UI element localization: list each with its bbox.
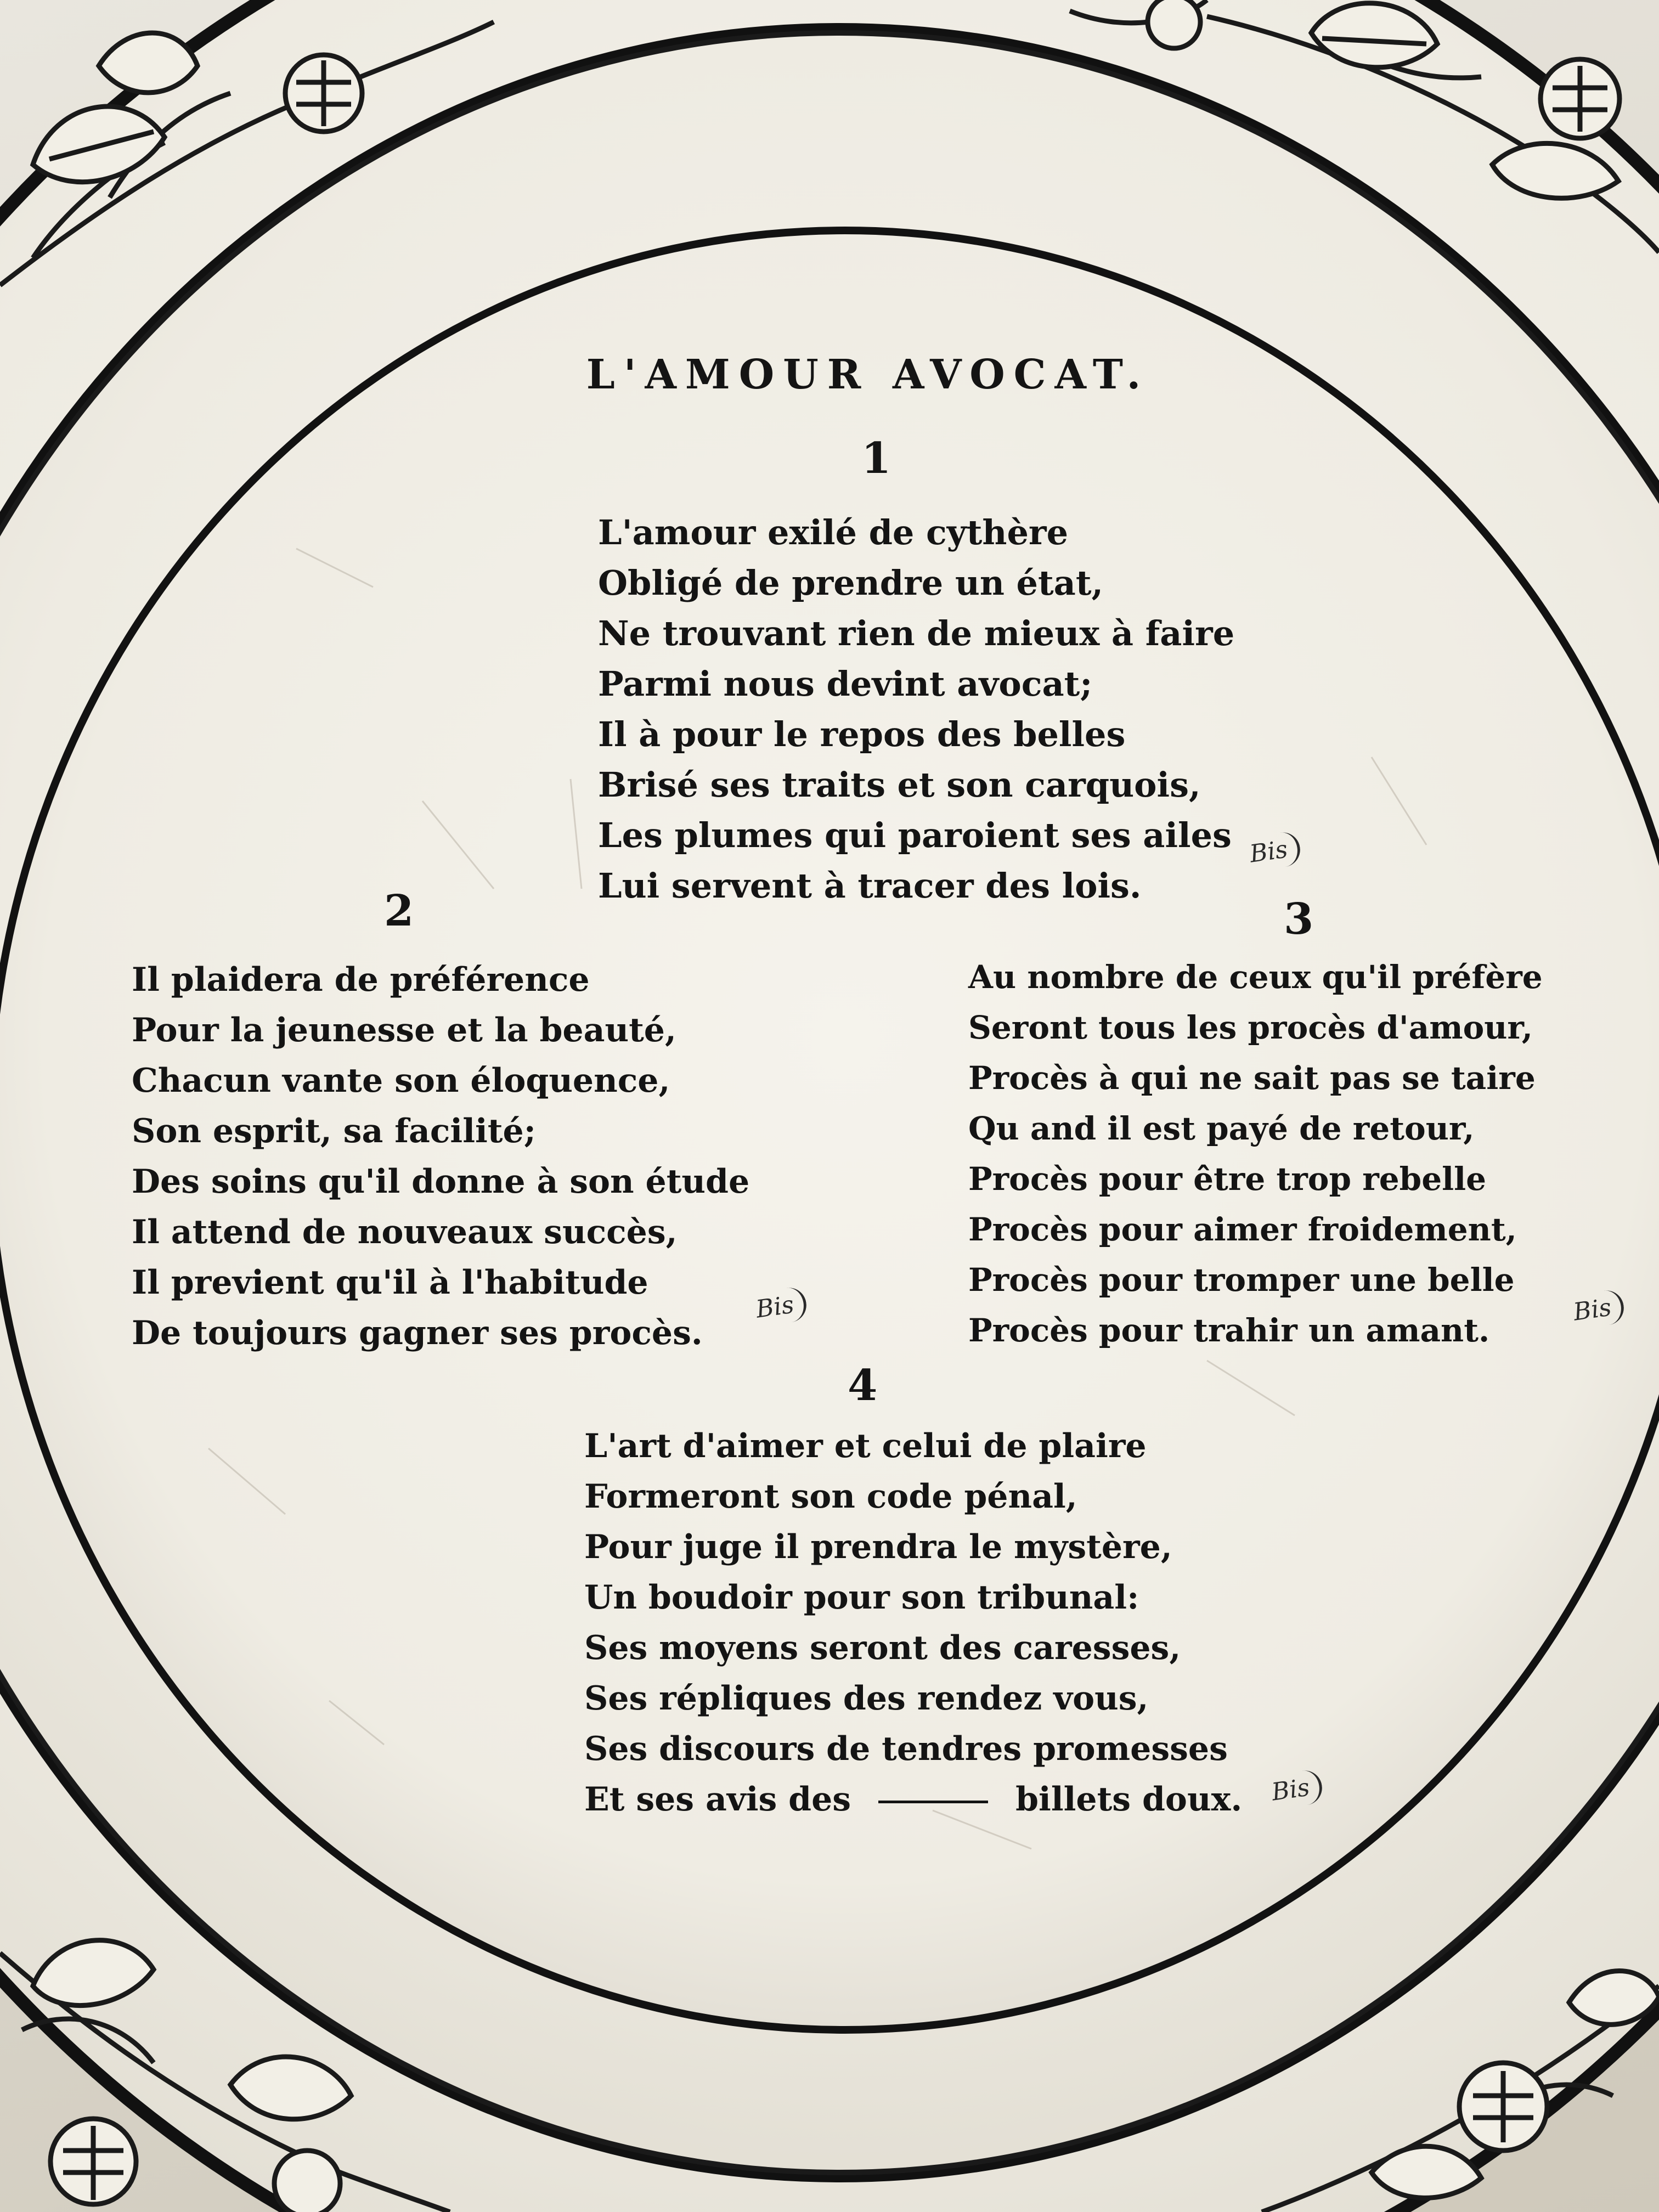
stanza-line: Son esprit, sa facilité; [132, 1112, 536, 1150]
stanza-line: Des soins qu'il donne à son étude [132, 1163, 750, 1201]
stanza-line: Parmi nous devint avocat; [598, 664, 1093, 704]
stanza-3-number: 3 [1284, 894, 1314, 944]
stanza-2-number: 2 [384, 886, 414, 936]
stanza-line: Procès pour aimer froidement, [968, 1211, 1517, 1248]
stanza-line: Ses répliques des rendez vous, [584, 1679, 1149, 1718]
stanza-line: Lui servent à tracer des lois. [598, 866, 1142, 906]
stanza-4-number: 4 [848, 1361, 878, 1410]
bis-mark: Bis [1265, 1768, 1324, 1810]
stanza-line: Procès pour être trop rebelle [968, 1160, 1487, 1198]
plate-title: L'AMOUR AVOCAT. [586, 351, 1150, 398]
stanza-line: Ses discours de tendres promesses [584, 1730, 1228, 1768]
stanza-1 [598, 507, 1234, 911]
stanza-line: Seront tous les procès d'amour, [968, 1009, 1533, 1046]
bis-mark: Bis [1567, 1288, 1626, 1330]
stanza-2 [132, 955, 749, 1358]
stanza-line: Chacun vante son éloquence, [132, 1062, 670, 1100]
stanza-line: Il plaidera de préférence [132, 961, 590, 999]
stanza-line: Pour juge il prendra le mystère, [584, 1528, 1172, 1566]
stanza-line: Procès pour trahir un amant. [968, 1312, 1490, 1349]
bis-mark: Bis [1243, 830, 1302, 872]
stanza-line: Il attend de nouveaux succès, [132, 1213, 678, 1251]
stanza-line: Formeront son code pénal, [584, 1477, 1077, 1516]
stanza-line-start: Et ses avis des [584, 1780, 851, 1819]
stanza-line: L'art d'aimer et celui de plaire [584, 1427, 1147, 1465]
stanza-4 [584, 1421, 1242, 1825]
stanza-line: Qu and il est payé de retour, [968, 1110, 1475, 1147]
stanza-line-with-dash [584, 1774, 1242, 1825]
stanza-line: Pour la jeunesse et la beauté, [132, 1011, 676, 1049]
stanza-3 [968, 952, 1543, 1356]
stanza-line: Brisé ses traits et son carquois, [598, 765, 1201, 805]
stanza-line: Un boudoir pour son tribunal: [584, 1578, 1139, 1617]
stanza-line: Il à pour le repos des belles [598, 714, 1126, 754]
stanza-line: Procès à qui ne sait pas se taire [968, 1059, 1536, 1097]
stanza-line: Obligé de prendre un état, [598, 563, 1104, 603]
stanza-line: L'amour exilé de cythère [598, 512, 1069, 552]
stanza-line: Il previent qu'il à l'habitude [132, 1263, 648, 1302]
stanza-line-end: billets doux. [1015, 1780, 1243, 1819]
stanza-line: Les plumes qui paroient ses ailes [598, 815, 1232, 855]
stanza-line: Ses moyens seront des caresses, [584, 1629, 1181, 1667]
stanza-1-number: 1 [861, 433, 891, 483]
stanza-line: De toujours gagner ses procès. [132, 1314, 703, 1352]
bis-mark: Bis [749, 1285, 809, 1327]
dash-rule [878, 1801, 988, 1803]
stanza-line: Procès pour tromper une belle [968, 1261, 1515, 1299]
stanza-line: Au nombre de ceux qu'il préfère [968, 958, 1543, 996]
stanza-line: Ne trouvant rien de mieux à faire [598, 613, 1235, 653]
